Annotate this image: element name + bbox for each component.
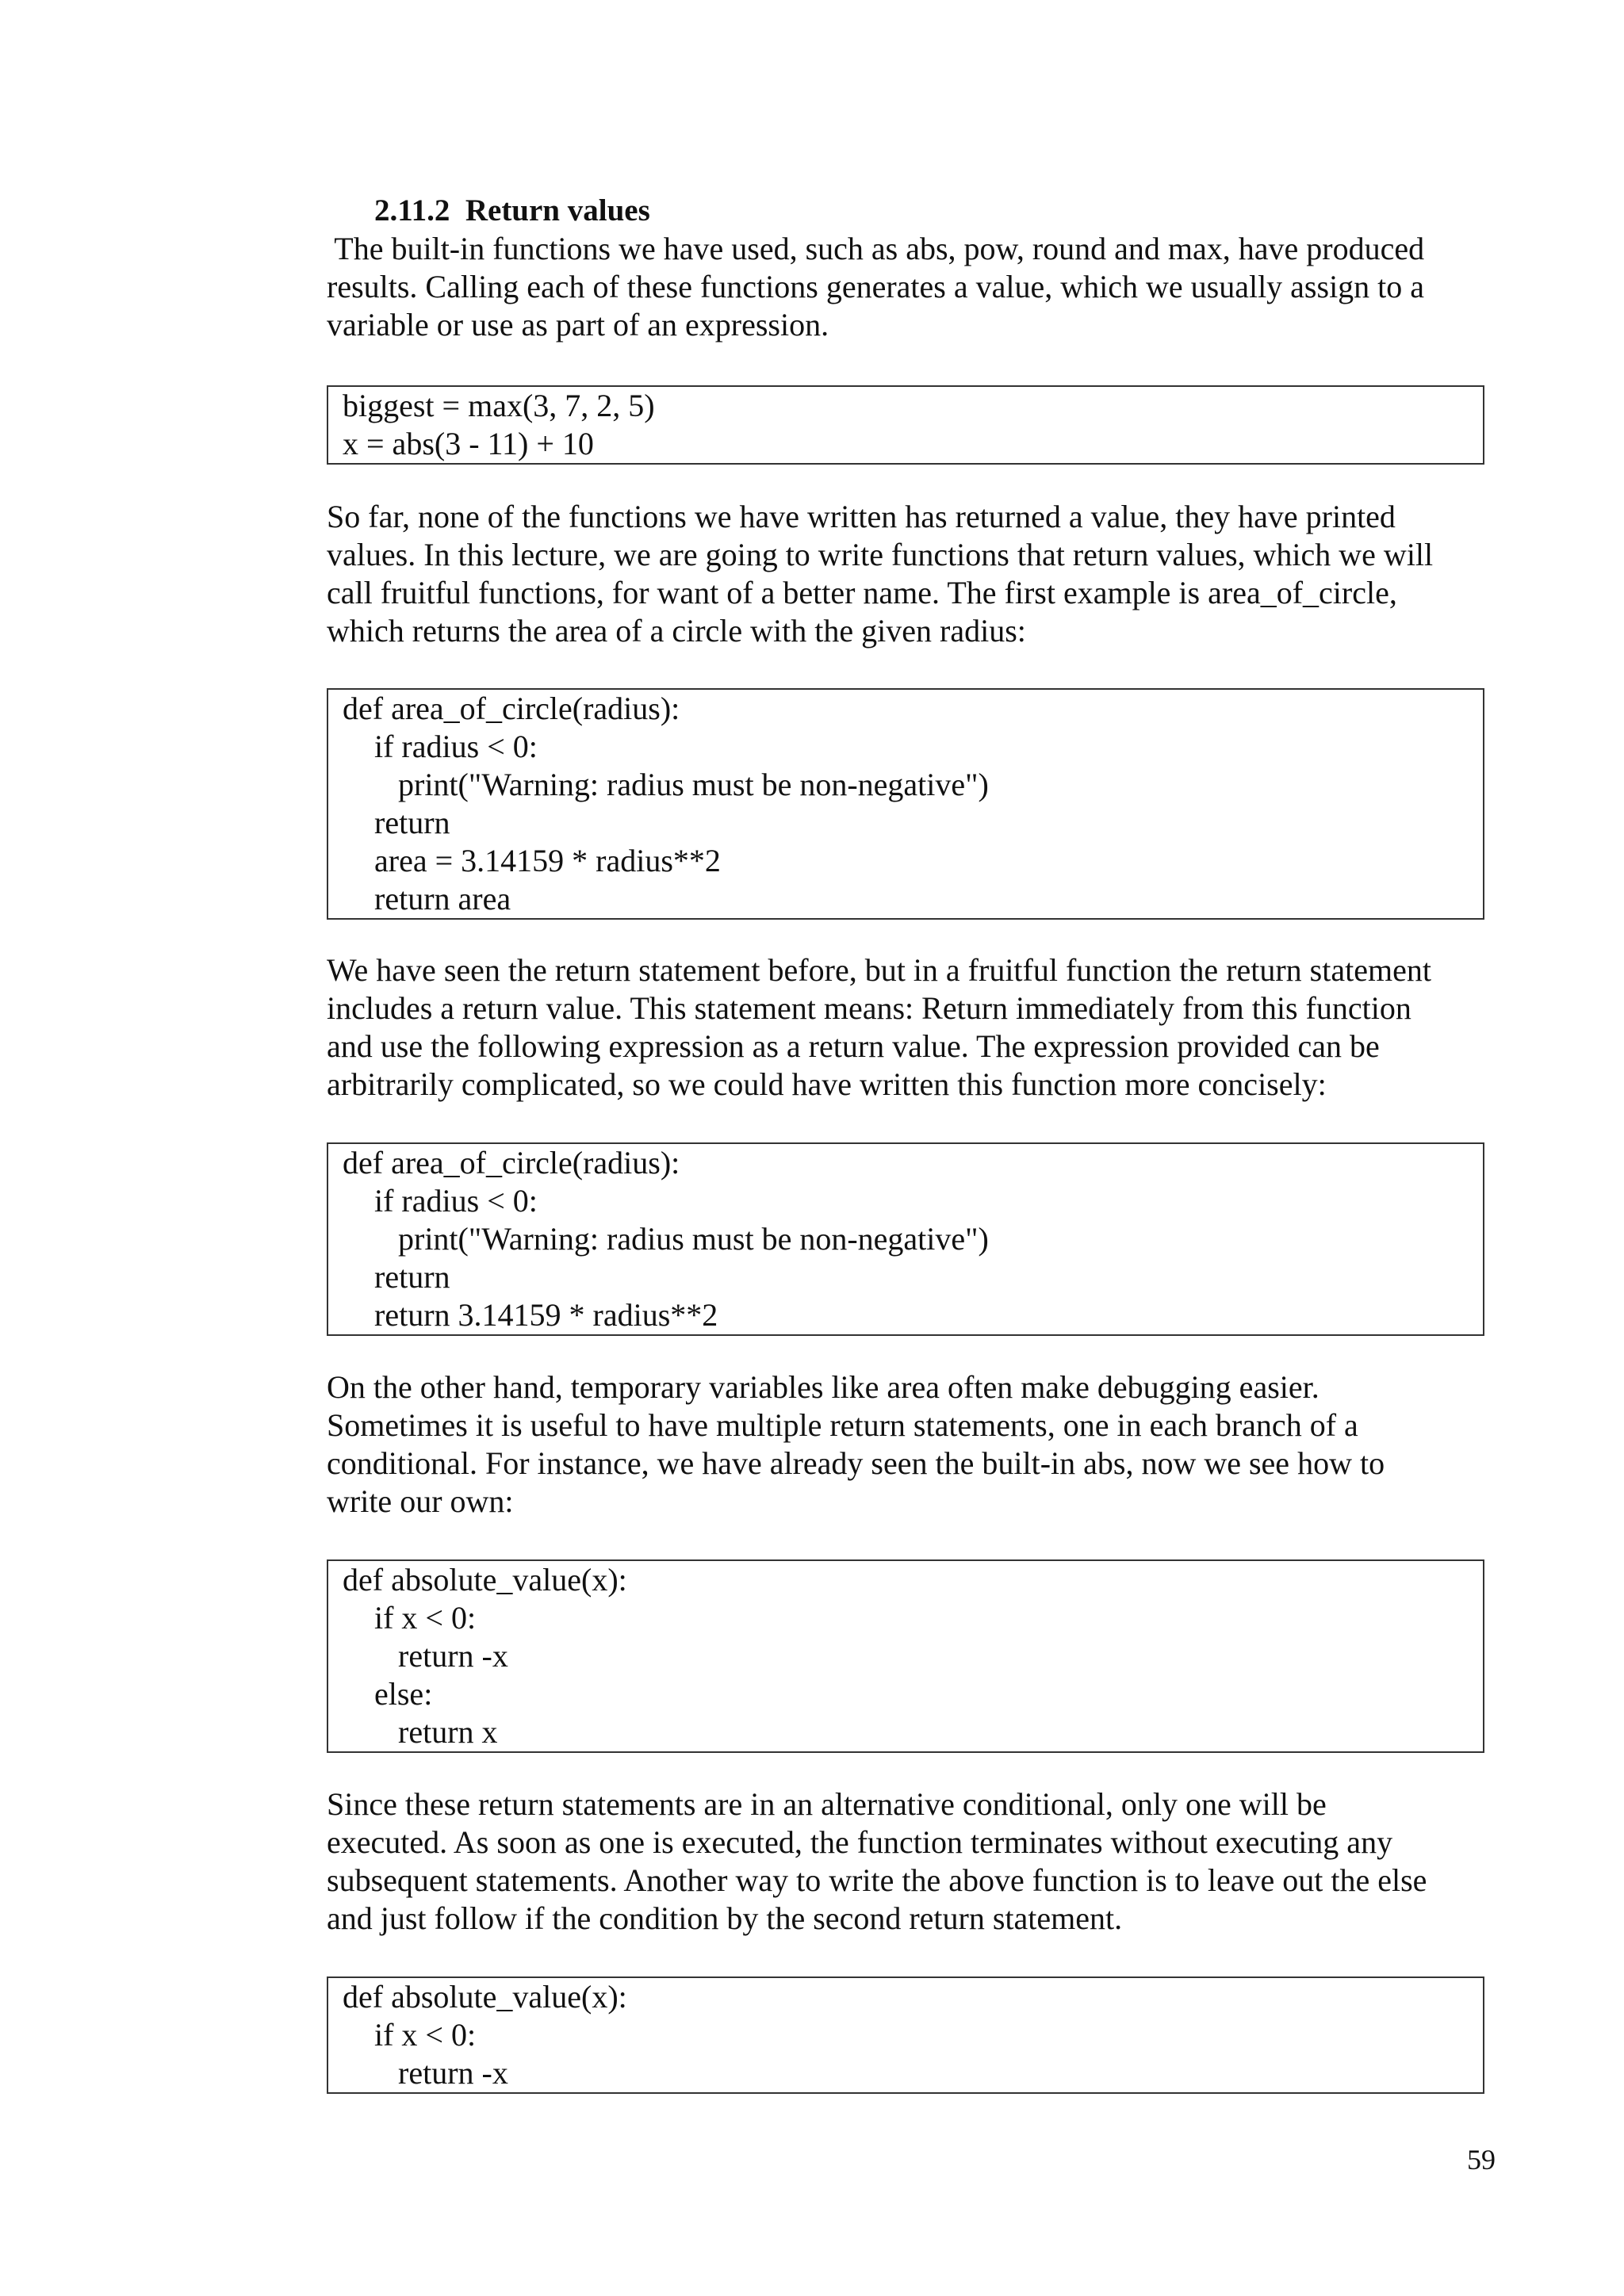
code-block-4 — [327, 1559, 1484, 1753]
text-line: Sometimes it is useful to have multiple return statements, one in each branch of a — [327, 1407, 1358, 1443]
code-block-3 — [327, 1142, 1484, 1336]
code-line: if radius < 0: — [343, 1183, 538, 1219]
text-line: We have seen the return statement before, but in a fruitful function the return statement — [327, 952, 1431, 988]
code-line: def absolute_value(x): — [343, 1562, 627, 1598]
text-line: values. In this lecture, we are going to write functions that return values, which we will — [327, 537, 1434, 572]
text-line: On the other hand, temporary variables like area often make debugging easier. — [327, 1369, 1320, 1405]
paragraph-3 — [327, 951, 1492, 1104]
text-line: and just follow if the condition by the second return statement. — [327, 1900, 1123, 1936]
paragraph-1 — [327, 230, 1492, 344]
code-line: print("Warning: radius must be non-negative") — [343, 1221, 989, 1257]
code-line: biggest = max(3, 7, 2, 5) — [343, 388, 655, 423]
code-line: return 3.14159 * radius**2 — [343, 1297, 718, 1333]
code-line: area = 3.14159 * radius**2 — [343, 843, 721, 878]
paragraph-4 — [327, 1368, 1492, 1521]
text-line: The built-in functions we have used, such as abs, pow, round and max, have produced — [327, 231, 1425, 266]
text-line: call fruitful functions, for want of a better name. The first example is area_of_circle, — [327, 575, 1397, 610]
text-line: Since these return statements are in an alternative conditional, only one will be — [327, 1786, 1327, 1822]
text-line: So far, none of the functions we have written has returned a value, they have printed — [327, 499, 1396, 534]
section-heading: 2.11.2 Return values — [374, 193, 650, 228]
text-line: write our own: — [327, 1483, 514, 1519]
code-line: def area_of_circle(radius): — [343, 691, 680, 726]
code-line: return -x — [343, 1638, 508, 1674]
text-line: and use the following expression as a return value. The expression provided can be — [327, 1028, 1380, 1064]
text-line: variable or use as part of an expression. — [327, 307, 829, 342]
code-block-1 — [327, 385, 1484, 465]
paragraph-5 — [327, 1785, 1492, 1938]
code-block-2 — [327, 688, 1484, 920]
text-line: arbitrarily complicated, so we could have written this function more concisely: — [327, 1066, 1327, 1102]
code-line: def absolute_value(x): — [343, 1979, 627, 2015]
text-line: executed. As soon as one is executed, the function terminates without executing any — [327, 1824, 1393, 1860]
code-line: return -x — [343, 2055, 508, 2091]
code-line: if x < 0: — [343, 2017, 477, 2053]
code-line: if x < 0: — [343, 1600, 477, 1636]
text-line: conditional. For instance, we have already seen the built-in abs, now we see how to — [327, 1445, 1385, 1481]
text-line: which returns the area of a circle with the given radius: — [327, 613, 1026, 649]
code-line: def area_of_circle(radius): — [343, 1145, 680, 1181]
code-line: else: — [343, 1676, 433, 1712]
code-line: print("Warning: radius must be non-negative") — [343, 767, 989, 802]
text-line: includes a return value. This statement means: Return immediately from this function — [327, 990, 1411, 1026]
code-line: return x — [343, 1714, 498, 1750]
page-number: 59 — [1467, 2144, 1496, 2175]
code-line: return area — [343, 881, 511, 916]
code-block-5 — [327, 1976, 1484, 2094]
code-line: return — [343, 805, 450, 840]
text-line: results. Calling each of these functions generates a value, which we usually assign to a — [327, 269, 1425, 304]
text-line: subsequent statements. Another way to write the above function is to leave out the else — [327, 1862, 1427, 1898]
paragraph-2 — [327, 498, 1492, 650]
code-line: x = abs(3 - 11) + 10 — [343, 426, 594, 461]
code-line: return — [343, 1259, 450, 1295]
code-line: if radius < 0: — [343, 729, 538, 764]
